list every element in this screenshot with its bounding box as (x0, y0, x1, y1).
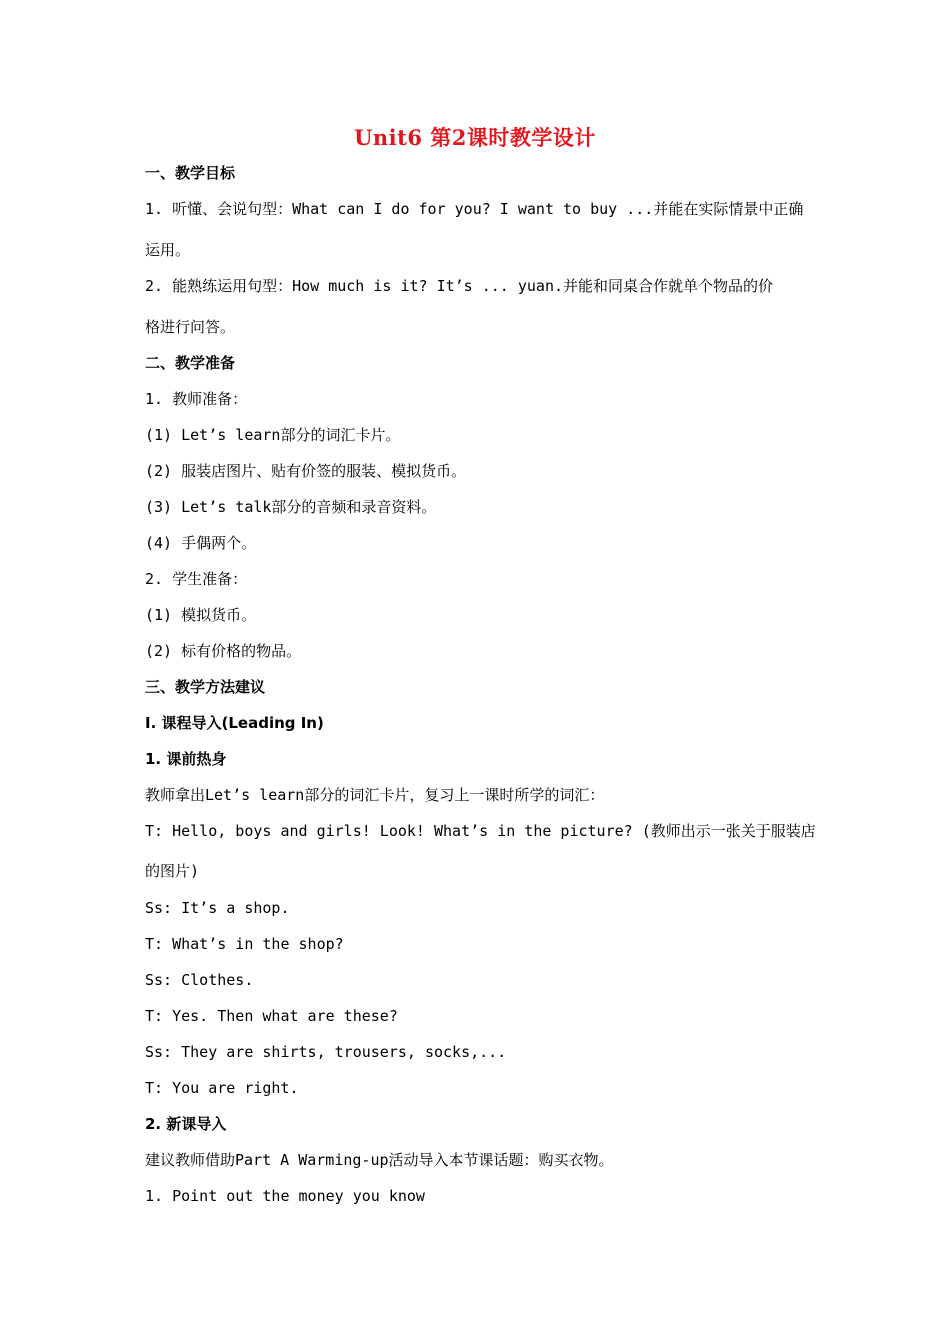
paragraph-line: (4) 手偶两个。 (145, 534, 257, 552)
dialogue-line: T: What’s in the shop? (145, 935, 344, 953)
paragraph-line: 2. 学生准备： (145, 570, 248, 588)
paragraph-line: (1) 模拟货币。 (145, 606, 257, 624)
paragraph-line: 运用。 (145, 241, 191, 259)
section-heading-preparation: 二、教学准备 (145, 354, 236, 372)
subsection-heading: I. 课程导入(Leading In) (145, 714, 324, 732)
subsection-heading: 2. 新课导入 (145, 1115, 227, 1133)
paragraph-line: (2) 标有价格的物品。 (145, 642, 302, 660)
subsection-heading: 1. 课前热身 (145, 750, 227, 768)
section-heading-objectives: 一、教学目标 (145, 164, 236, 182)
paragraph-line: 1. 听懂、会说句型：What can I do for you? I want to buy ...并能在实际情景中正确 (145, 200, 804, 218)
paragraph-line: (1) Let’s learn部分的词汇卡片。 (145, 426, 401, 444)
dialogue-line: T: Yes. Then what are these? (145, 1007, 398, 1025)
paragraph-line: 1. Point out the money you know (145, 1187, 425, 1205)
paragraph-line: 2. 能熟练运用句型：How much is it? It’s ... yuan.并能和同桌合作就单个物品的价 (145, 277, 774, 295)
document-title: Unit6 第2课时教学设计 (354, 125, 596, 150)
dialogue-line: T: You are right. (145, 1079, 299, 1097)
dialogue-line: Ss: They are shirts, trousers, socks,... (145, 1043, 507, 1061)
paragraph-line: 格进行问答。 (145, 318, 236, 336)
dialogue-line: Ss: It’s a shop. (145, 899, 290, 917)
paragraph-line: 教师拿出Let’s learn部分的词汇卡片，复习上一课时所学的词汇： (145, 786, 605, 804)
paragraph-line: 1. 教师准备： (145, 390, 248, 408)
section-heading-methods: 三、教学方法建议 (145, 678, 266, 696)
dialogue-line: 的图片) (145, 862, 200, 880)
paragraph-line: (3) Let’s talk部分的音频和录音资料。 (145, 498, 437, 516)
dialogue-line: Ss: Clothes. (145, 971, 254, 989)
dialogue-line: T: Hello, boys and girls! Look! What’s in the picture? (教师出示一张关于服装店 (145, 822, 816, 840)
paragraph-line: 建议教师借助Part A Warming-up活动导入本节课话题：购买衣物。 (145, 1151, 614, 1169)
paragraph-line: (2) 服装店图片、贴有价签的服装、模拟货币。 (145, 462, 467, 480)
